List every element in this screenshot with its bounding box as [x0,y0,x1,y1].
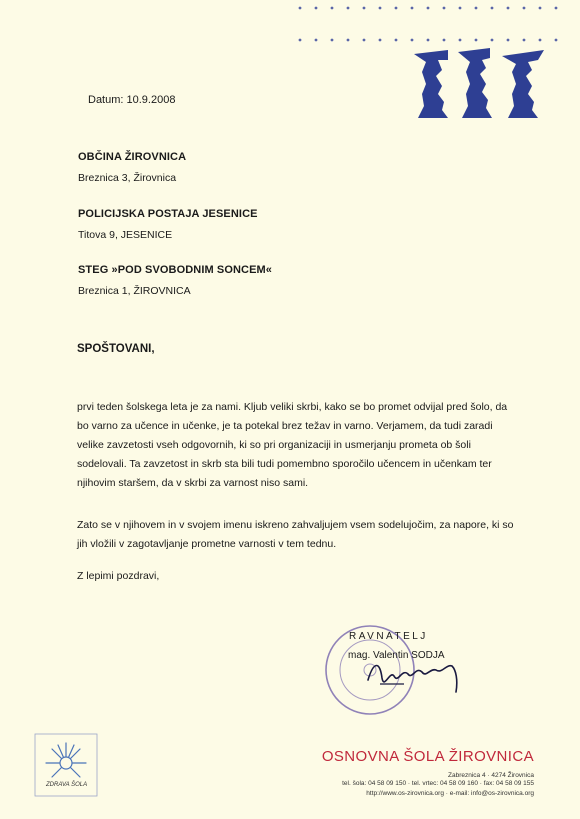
recipient-block [78,264,272,297]
footer-school-name: OSNOVNA ŠOLA ŽIROVNICA [321,748,534,765]
recipient-address: Breznica 1, ŽIROVNICA [78,285,191,297]
recipient-name: POLICIJSKA POSTAJA JESENICE [78,208,258,220]
body-paragraph: Zato se v njihovem in v svojem imenu iskreno zahvaljujem vsem sodelujočim, za napore, ki so jih vložili v zagotavljanje prometne varnosti v tem tednu. [77,519,514,550]
body-paragraph: prvi teden šolskega leta je za nami. Kljub veliki skrbi, kako se bo promet odvijal pred šolo, da bo varno za učence in učenke, je ta potekal brez težav in varno. Verjamem, da tudi zaradi velike zavzetosti vseh odgovornih, ki so pri organizaciji in usmerjanju prometa ob šoli sodelovali. Ta zavzetost in skrb sta bili tudi pomembno sporočilo učencem in učenkam ter njihovim staršem, da v skrbi za varnost niso sami. [77,401,508,489]
recipient-address: Breznica 3, Žirovnica [78,172,177,184]
school-logo-caption: ZDRAVA ŠOLA [46,782,88,788]
school-heads-logo [408,46,548,122]
recipient-address: Titova 9, JESENICE [78,229,173,241]
closing-line: Z lepimi pozdravi, [77,570,160,582]
footer-web: http://www.os-zirovnica.org · e-mail: info@os-zirovnica.org [366,790,534,797]
recipient-block [78,151,186,184]
recipient-name: STEG »POD SVOBODNIM SONCEM« [78,264,273,276]
recipient-block [78,208,258,241]
letter-date: Datum: 10.9.2008 [88,94,176,106]
salutation: SPOŠTOVANI, [77,343,155,355]
footer-address: Zabreznica 4 · 4274 Žirovnica [448,772,534,779]
recipient-name: OBČINA ŽIROVNICA [78,151,187,163]
signatory-name: mag. Valentin SODJA [348,650,445,661]
signatory-title: RAVNATELJ [349,631,428,642]
footer-phones: tel. šola: 04 58 09 150 · tel. vrtec: 04 58 09 160 · fax: 04 58 09 155 [342,780,534,787]
